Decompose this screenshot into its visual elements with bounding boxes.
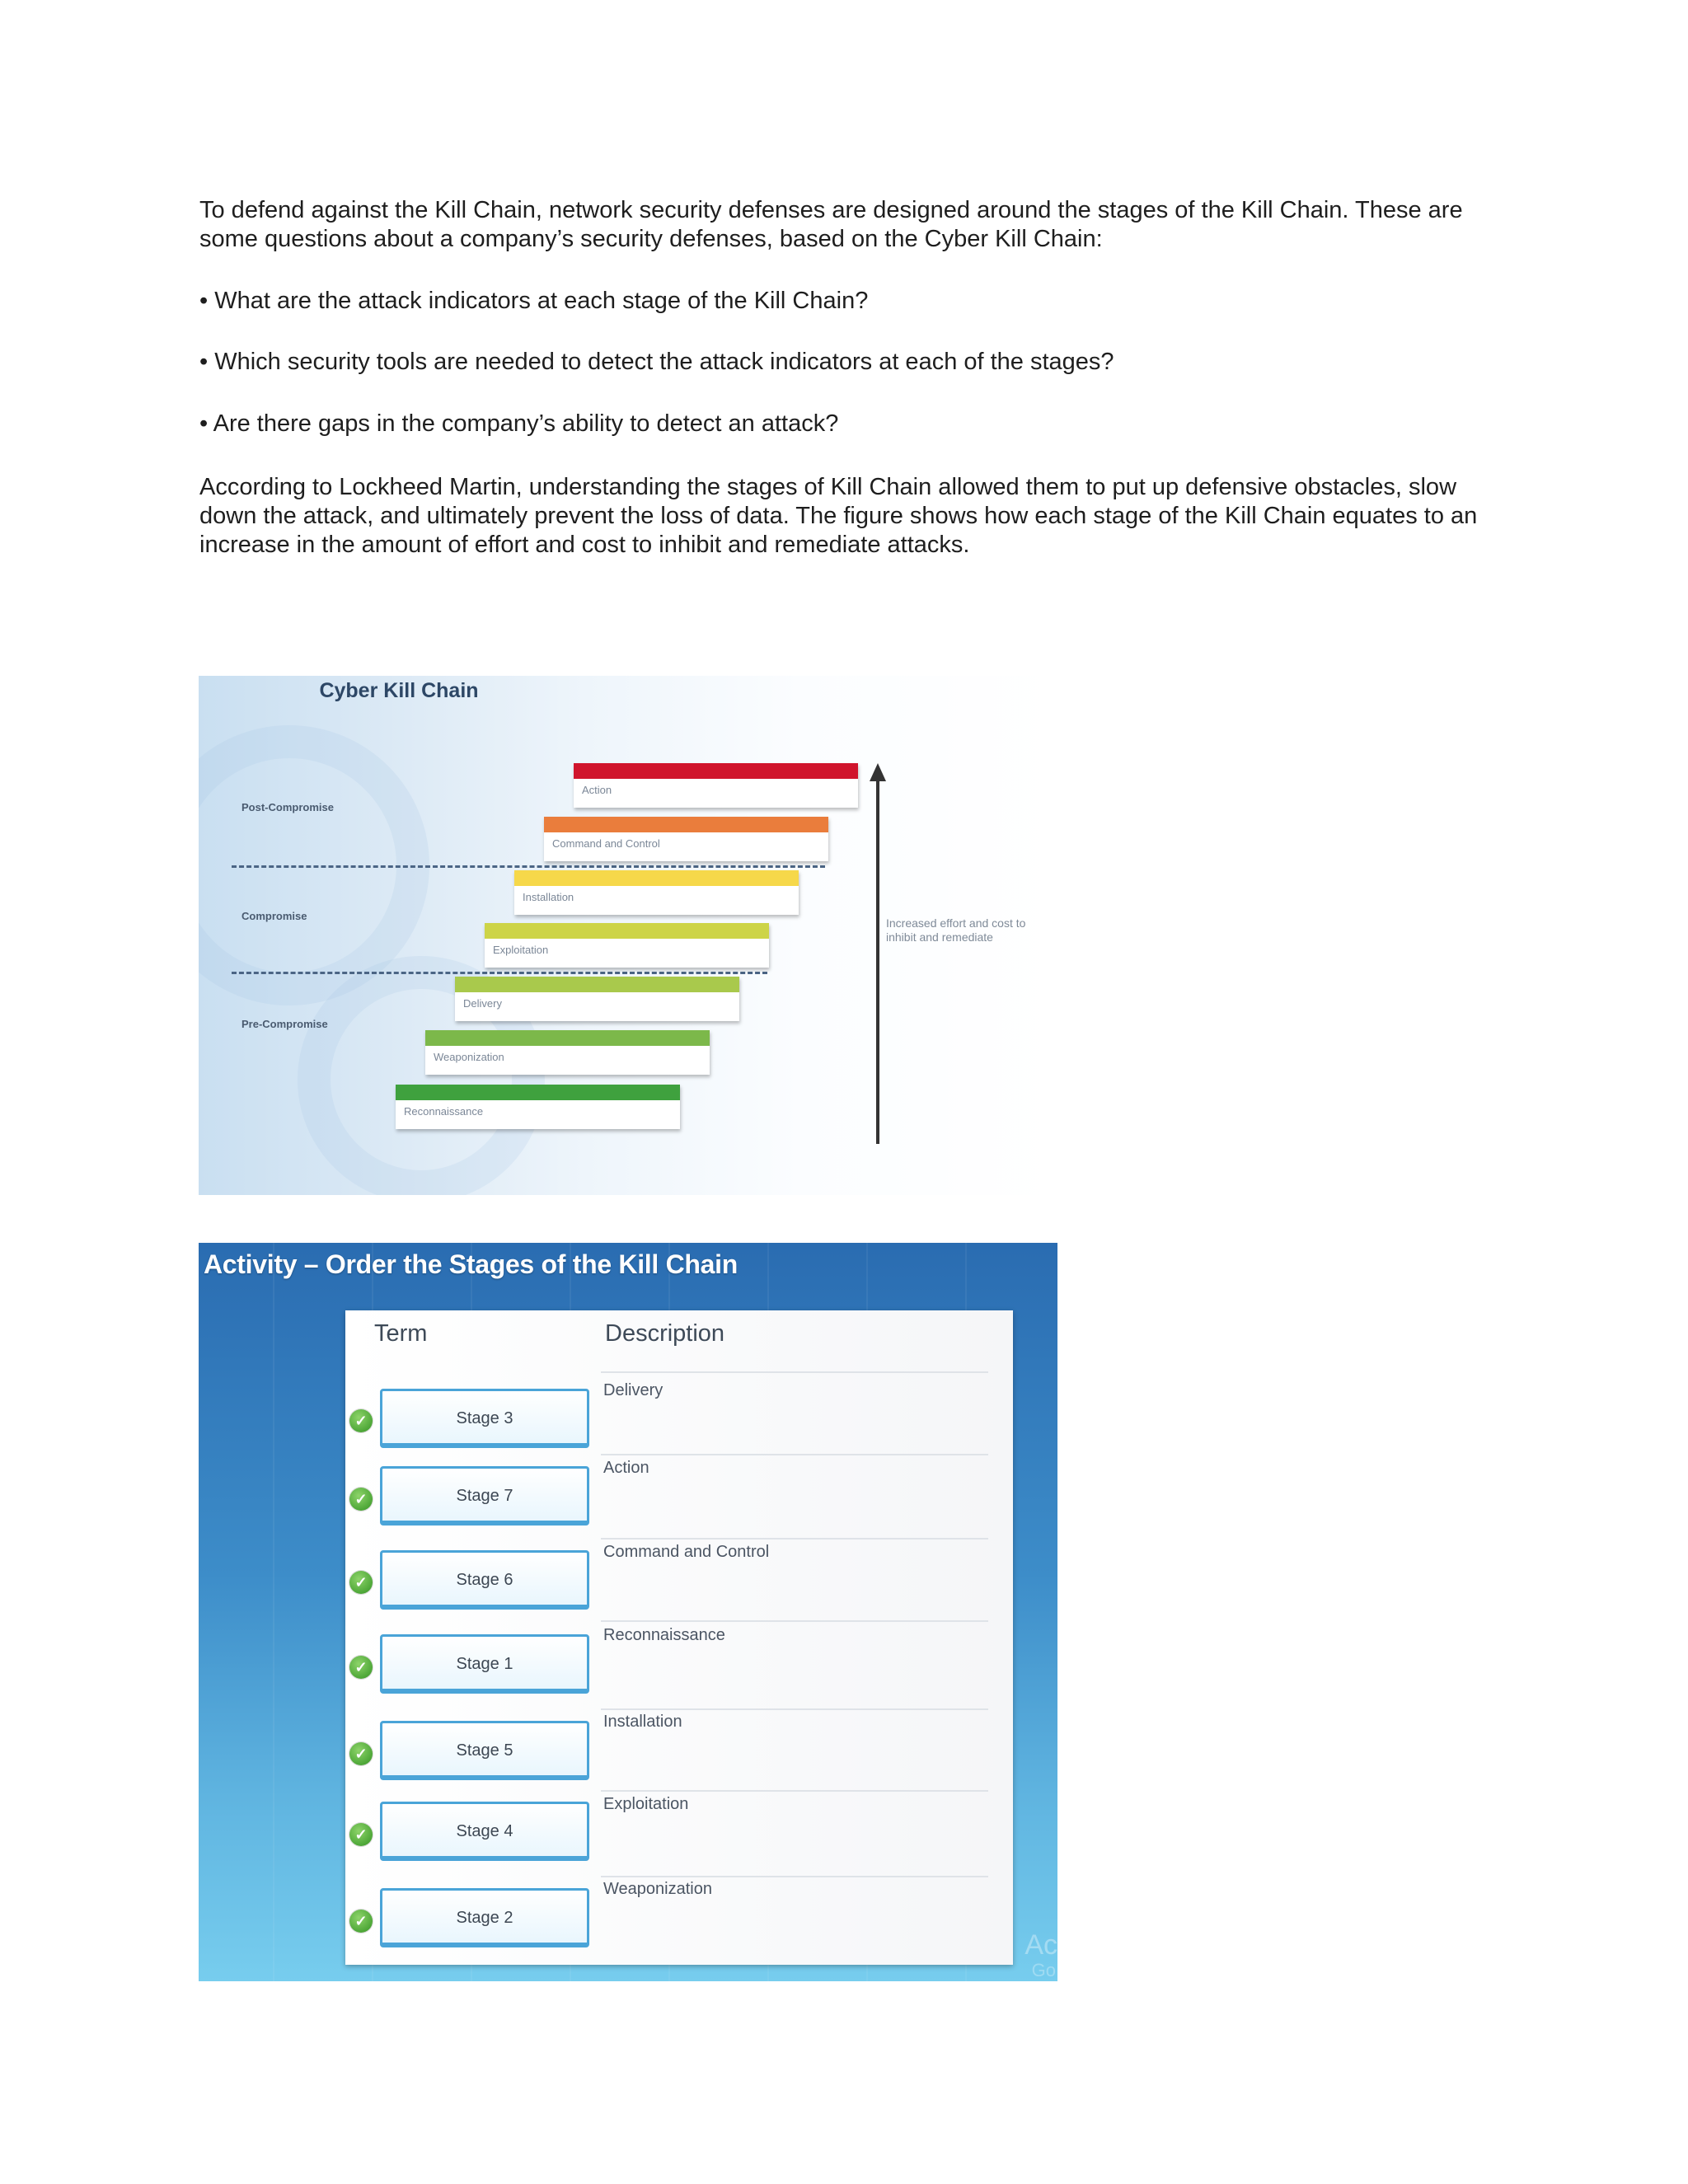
row-divider [601, 1620, 988, 1622]
phase-divider [232, 865, 825, 868]
stage-command-and-control [544, 817, 828, 861]
arrow-note: Increased effort and cost to inhibit and remediate [886, 916, 1026, 944]
check-icon: ✓ [349, 1656, 373, 1679]
stage-bar [574, 763, 858, 779]
stage-delivery [455, 977, 739, 1021]
stage-action [574, 763, 858, 808]
stage-label: Command and Control [552, 837, 660, 850]
term-button[interactable]: Stage 4 [380, 1802, 589, 1861]
os-watermark: Ac [1025, 1929, 1057, 1961]
row-divider [601, 1454, 988, 1455]
stage-bar [544, 817, 828, 832]
stage-label: Exploitation [493, 944, 549, 956]
description-text: Command and Control [603, 1543, 770, 1561]
phase-label: Compromise [241, 910, 307, 922]
check-icon: ✓ [349, 1742, 373, 1765]
term-column-header: Term [374, 1320, 428, 1347]
stage-exploitation [485, 923, 769, 968]
term-button[interactable]: Stage 5 [380, 1721, 589, 1780]
stage-label: Installation [523, 891, 574, 903]
stage-label: Action [582, 784, 612, 796]
term-button[interactable]: Stage 1 [380, 1634, 589, 1694]
bullet-item: • Are there gaps in the company’s ability to detect an attack? [199, 410, 839, 437]
stage-weaponization [425, 1030, 710, 1075]
row-divider [601, 1708, 988, 1710]
description-text: Action [603, 1459, 649, 1477]
activity-figure [199, 1243, 1057, 1981]
term-button[interactable]: Stage 2 [380, 1888, 589, 1947]
activity-title: Activity – Order the Stages of the Kill Chain [204, 1249, 738, 1279]
stage-bar [514, 870, 799, 886]
phase-divider [232, 972, 767, 974]
phase-label: Post-Compromise [241, 801, 334, 813]
check-icon: ✓ [349, 1823, 373, 1846]
intro-paragraph: To defend against the Kill Chain, network security defenses are designed around the stages of the Kill Chain. These are some questions about a company’s security defenses, based on the Cyber Kill Chain: [199, 197, 1463, 252]
bullet-item: • What are the attack indicators at each stage of the Kill Chain? [199, 288, 869, 314]
stage-label: Reconnaissance [404, 1105, 484, 1118]
stage-label: Weaponization [434, 1051, 504, 1063]
effort-arrow [876, 773, 879, 1144]
row-divider [601, 1790, 988, 1792]
check-icon: ✓ [349, 1488, 373, 1511]
os-watermark: Go [1031, 1960, 1056, 1980]
cyber-kill-chain-figure [199, 676, 1056, 1195]
description-text: Reconnaissance [603, 1626, 725, 1644]
stage-installation [514, 870, 799, 915]
description-column-header: Description [605, 1320, 725, 1347]
row-divider [601, 1876, 988, 1877]
background-stripe [273, 1243, 274, 1981]
row-divider [601, 1371, 988, 1373]
check-icon: ✓ [349, 1571, 373, 1594]
stage-bar [485, 923, 769, 939]
check-icon: ✓ [349, 1910, 373, 1933]
check-icon: ✓ [349, 1409, 373, 1432]
stage-bar [425, 1030, 710, 1046]
figure-title: Cyber Kill Chain [319, 679, 479, 702]
term-button[interactable]: Stage 3 [380, 1389, 589, 1448]
description-text: Installation [603, 1713, 682, 1731]
stage-bar [396, 1085, 680, 1100]
stage-reconnaissance [396, 1085, 680, 1129]
stage-bar [455, 977, 739, 992]
bullet-item: • Which security tools are needed to detect the attack indicators at each of the stages? [199, 349, 1114, 375]
lockheed-paragraph: According to Lockheed Martin, understanding the stages of Kill Chain allowed them to put up defensive obstacles, slow down the attack, and ultimately prevent the loss of data. The figure shows how each stage of the Kill Chain equates to an increase in the amount of effort and cost to inhibit and remediate attacks. [199, 474, 1478, 558]
description-text: Weaponization [603, 1880, 712, 1898]
term-button[interactable]: Stage 7 [380, 1466, 589, 1526]
row-divider [601, 1538, 988, 1540]
term-button[interactable]: Stage 6 [380, 1550, 589, 1610]
phase-label: Pre-Compromise [241, 1018, 328, 1030]
description-text: Exploitation [603, 1795, 689, 1813]
matching-card [345, 1310, 1013, 1965]
stage-label: Delivery [463, 997, 502, 1010]
description-text: Delivery [603, 1381, 663, 1399]
